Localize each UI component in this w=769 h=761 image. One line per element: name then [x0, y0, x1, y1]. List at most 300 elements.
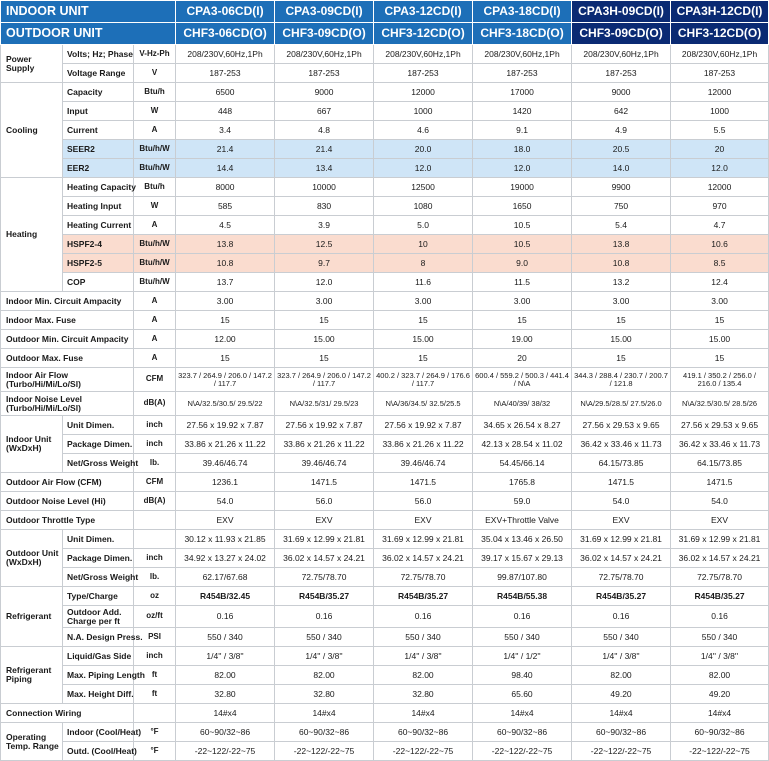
- row-value: 12.0: [275, 273, 374, 292]
- row-value: 0.16: [275, 606, 374, 628]
- outdoor-model-row: [1, 23, 769, 45]
- row-label: Outdoor Air Flow (CFM): [1, 473, 134, 492]
- row-value: 4.7: [671, 216, 769, 235]
- row-value: 31.69 x 12.99 x 21.81: [572, 530, 671, 549]
- row-value: 208/230V,60Hz,1Ph: [671, 45, 769, 64]
- row-label: Indoor Min. Circuit Ampacity: [1, 292, 134, 311]
- row-unit: PSI: [134, 628, 176, 647]
- row-value: 8: [374, 254, 473, 273]
- spec-row-heat-input: [1, 197, 769, 216]
- row-unit: A: [134, 292, 176, 311]
- row-value: 33.86 x 21.26 x 11.22: [176, 435, 275, 454]
- row-unit: A: [134, 311, 176, 330]
- spec-row-heat-capacity: [1, 178, 769, 197]
- outdoor-model-3: CHF3-12CD(O): [374, 23, 473, 45]
- outdoor-unit-label: OUTDOOR UNIT: [1, 23, 176, 45]
- row-value: N\A/36/34.5/ 32.5/25.5: [374, 392, 473, 416]
- row-value: 10: [374, 235, 473, 254]
- spec-row-outdoor-unit-dimen: [1, 530, 769, 549]
- row-value: 36.02 x 14.57 x 24.21: [572, 549, 671, 568]
- row-value: 34.65 x 26.54 x 8.27: [473, 416, 572, 435]
- indoor-model-5: CPA3H-09CD(I): [572, 1, 671, 23]
- row-label: Outdoor Min. Circuit Ampacity: [1, 330, 134, 349]
- spec-row-outdoor-noise: [1, 492, 769, 511]
- row-value: 13.8: [572, 235, 671, 254]
- row-unit: [134, 704, 176, 723]
- row-value: 15.00: [374, 330, 473, 349]
- row-value: 14.0: [572, 159, 671, 178]
- row-value: 34.92 x 13.27 x 24.02: [176, 549, 275, 568]
- row-value: 15: [176, 311, 275, 330]
- row-value: 12.5: [275, 235, 374, 254]
- row-value: 12.0: [473, 159, 572, 178]
- row-value: 1000: [671, 102, 769, 121]
- row-value: 60~90/32~86: [374, 723, 473, 742]
- row-unit: Btu/h: [134, 178, 176, 197]
- row-unit: inch: [134, 416, 176, 435]
- spec-row-heat-current: [1, 216, 769, 235]
- row-value: 3.00: [671, 292, 769, 311]
- row-value: 39.46/46.74: [275, 454, 374, 473]
- row-value: 9900: [572, 178, 671, 197]
- row-label: Outdoor Throttle Type: [1, 511, 134, 530]
- row-unit: [134, 511, 176, 530]
- row-value: 13.4: [275, 159, 374, 178]
- row-unit: lb.: [134, 568, 176, 587]
- row-value: 72.75/78.70: [275, 568, 374, 587]
- spec-row-pipe-max-length: [1, 666, 769, 685]
- row-unit: V: [134, 64, 176, 83]
- row-value: 11.6: [374, 273, 473, 292]
- row-value: 27.56 x 19.92 x 7.87: [176, 416, 275, 435]
- row-value: 667: [275, 102, 374, 121]
- row-value: 33.86 x 21.26 x 11.22: [275, 435, 374, 454]
- row-value: 5.4: [572, 216, 671, 235]
- spec-row-temp-outdoor: [1, 742, 769, 761]
- row-value: 54.0: [572, 492, 671, 511]
- row-value: 19000: [473, 178, 572, 197]
- row-label: Package Dimen.: [63, 549, 134, 568]
- row-value: 1471.5: [572, 473, 671, 492]
- indoor-model-2: CPA3-09CD(I): [275, 1, 374, 23]
- row-value: 39.46/46.74: [374, 454, 473, 473]
- row-value: 36.42 x 33.46 x 11.73: [572, 435, 671, 454]
- row-value: 3.00: [176, 292, 275, 311]
- row-value: 585: [176, 197, 275, 216]
- row-value: EXV: [176, 511, 275, 530]
- row-label: Outdoor Add. Charge per ft: [63, 606, 134, 628]
- row-value: 1000: [374, 102, 473, 121]
- row-value: EXV+Throttle Valve: [473, 511, 572, 530]
- row-value: 5.0: [374, 216, 473, 235]
- spec-row-pipe-max-height: [1, 685, 769, 704]
- row-value: 10000: [275, 178, 374, 197]
- spec-row-cop: [1, 273, 769, 292]
- spec-row-indoor-weight: [1, 454, 769, 473]
- row-value: 82.00: [572, 666, 671, 685]
- indoor-unit-label: INDOOR UNIT: [1, 1, 176, 23]
- row-value: 9.7: [275, 254, 374, 273]
- row-value: 208/230V,60Hz,1Ph: [275, 45, 374, 64]
- indoor-model-3: CPA3-12CD(I): [374, 1, 473, 23]
- row-value: 27.56 x 29.53 x 9.65: [671, 416, 769, 435]
- row-value: 6500: [176, 83, 275, 102]
- row-value: 49.20: [671, 685, 769, 704]
- row-unit: Btu/h/W: [134, 273, 176, 292]
- row-value: -22~122/-22~75: [176, 742, 275, 761]
- row-value: 15: [572, 349, 671, 368]
- row-value: 49.20: [572, 685, 671, 704]
- row-value: 9.1: [473, 121, 572, 140]
- row-value: 60~90/32~86: [275, 723, 374, 742]
- row-value: 323.7 / 264.9 / 206.0 / 147.2 / 117.7: [275, 368, 374, 392]
- row-value: 208/230V,60Hz,1Ph: [473, 45, 572, 64]
- group-heating: Heating: [1, 178, 63, 292]
- row-value: 65.60: [473, 685, 572, 704]
- row-label: Unit Dimen.: [63, 416, 134, 435]
- row-value: 9000: [572, 83, 671, 102]
- spec-row-indoor-pkg-dimen: [1, 435, 769, 454]
- row-label: SEER2: [63, 140, 134, 159]
- group-refrigerant-piping: Refrigerant Piping: [1, 647, 63, 704]
- row-value: 4.5: [176, 216, 275, 235]
- row-label: COP: [63, 273, 134, 292]
- row-value: 14#x4: [374, 704, 473, 723]
- row-value: 642: [572, 102, 671, 121]
- row-value: 20: [473, 349, 572, 368]
- row-value: 1471.5: [671, 473, 769, 492]
- row-value: 36.02 x 14.57 x 24.21: [374, 549, 473, 568]
- row-unit: ft: [134, 666, 176, 685]
- row-value: 36.02 x 14.57 x 24.21: [275, 549, 374, 568]
- row-unit: oz: [134, 587, 176, 606]
- row-label: Type/Charge: [63, 587, 134, 606]
- row-unit: A: [134, 349, 176, 368]
- row-value: 15: [275, 311, 374, 330]
- row-value: 14#x4: [275, 704, 374, 723]
- row-value: 82.00: [176, 666, 275, 685]
- row-unit: CFM: [134, 368, 176, 392]
- spec-row-ref-type: [1, 587, 769, 606]
- row-value: 5.5: [671, 121, 769, 140]
- spec-row-outdoor-max-fuse: [1, 349, 769, 368]
- row-value: 4.8: [275, 121, 374, 140]
- row-value: 54.0: [671, 492, 769, 511]
- row-value: 72.75/78.70: [572, 568, 671, 587]
- group-outdoor-unit: Outdoor Unit (WxDxH): [1, 530, 63, 587]
- row-unit: A: [134, 121, 176, 140]
- row-value: 3.9: [275, 216, 374, 235]
- row-value: EXV: [275, 511, 374, 530]
- row-unit: V-Hz-Ph: [134, 45, 176, 64]
- row-value: 60~90/32~86: [176, 723, 275, 742]
- row-value: 15: [374, 311, 473, 330]
- row-value: 56.0: [374, 492, 473, 511]
- row-value: 64.15/73.85: [671, 454, 769, 473]
- row-value: 0.16: [176, 606, 275, 628]
- row-unit: dB(A): [134, 492, 176, 511]
- row-value: 3.00: [275, 292, 374, 311]
- row-value: 0.16: [473, 606, 572, 628]
- row-unit: °F: [134, 723, 176, 742]
- row-value: 15: [275, 349, 374, 368]
- spec-row-outdoor-mca: [1, 330, 769, 349]
- row-value: 15: [671, 349, 769, 368]
- row-label: Indoor Max. Fuse: [1, 311, 134, 330]
- row-unit: W: [134, 197, 176, 216]
- row-value: R454B/35.27: [275, 587, 374, 606]
- row-label: Current: [63, 121, 134, 140]
- row-value: EXV: [374, 511, 473, 530]
- indoor-model-1: CPA3-06CD(I): [176, 1, 275, 23]
- row-value: 1080: [374, 197, 473, 216]
- row-value: 32.80: [176, 685, 275, 704]
- row-value: 32.80: [374, 685, 473, 704]
- row-value: 187-253: [176, 64, 275, 83]
- row-label: Max. Height Diff.: [63, 685, 134, 704]
- row-value: 208/230V,60Hz,1Ph: [374, 45, 473, 64]
- row-value: EXV: [572, 511, 671, 530]
- row-value: 31.69 x 12.99 x 21.81: [671, 530, 769, 549]
- row-label: EER2: [63, 159, 134, 178]
- row-value: -22~122/-22~75: [473, 742, 572, 761]
- row-value: 60~90/32~86: [473, 723, 572, 742]
- row-value: 60~90/32~86: [671, 723, 769, 742]
- row-value: 3.00: [374, 292, 473, 311]
- spec-row-outdoor-airflow: [1, 473, 769, 492]
- row-unit: dB(A): [134, 392, 176, 416]
- indoor-model-4: CPA3-18CD(I): [473, 1, 572, 23]
- row-value: N\A/32.5/31/ 29.5/23: [275, 392, 374, 416]
- row-value: 600.4 / 559.2 / 500.3 / 441.4 / N\A: [473, 368, 572, 392]
- spec-row-indoor-max-fuse: [1, 311, 769, 330]
- indoor-model-row: [1, 1, 769, 23]
- row-label: Net/Gross Weight: [63, 454, 134, 473]
- row-value: 8000: [176, 178, 275, 197]
- row-value: 15.00: [671, 330, 769, 349]
- row-value: 12.0: [374, 159, 473, 178]
- row-value: 0.16: [374, 606, 473, 628]
- row-value: 10.8: [176, 254, 275, 273]
- row-value: 30.12 x 11.93 x 21.85: [176, 530, 275, 549]
- spec-row-throttle: [1, 511, 769, 530]
- spec-row-pipe-liquid-gas: [1, 647, 769, 666]
- row-value: 1420: [473, 102, 572, 121]
- row-value: 12.0: [671, 159, 769, 178]
- row-value: 27.56 x 29.53 x 9.65: [572, 416, 671, 435]
- row-value: 15: [374, 349, 473, 368]
- row-value: 0.16: [671, 606, 769, 628]
- row-value: 72.75/78.70: [671, 568, 769, 587]
- row-value: 550 / 340: [374, 628, 473, 647]
- row-label: Unit Dimen.: [63, 530, 134, 549]
- row-unit: °F: [134, 742, 176, 761]
- row-unit: Btu/h/W: [134, 235, 176, 254]
- row-value: 13.7: [176, 273, 275, 292]
- row-value: 4.9: [572, 121, 671, 140]
- row-value: 1/4'' / 3/8'': [572, 647, 671, 666]
- row-value: 64.15/73.85: [572, 454, 671, 473]
- row-value: 14#x4: [473, 704, 572, 723]
- row-unit: A: [134, 330, 176, 349]
- row-value: 187-253: [473, 64, 572, 83]
- row-label: Heating Capacity: [63, 178, 134, 197]
- row-unit: [134, 530, 176, 549]
- row-label: Heating Input: [63, 197, 134, 216]
- row-value: 82.00: [671, 666, 769, 685]
- row-value: -22~122/-22~75: [275, 742, 374, 761]
- row-label: HSPF2-5: [63, 254, 134, 273]
- row-label: Voltage Range: [63, 64, 134, 83]
- row-value: 419.1 / 350.2 / 256.0 / 216.0 / 135.4: [671, 368, 769, 392]
- row-value: N\A/40/39/ 38/32: [473, 392, 572, 416]
- row-value: 10.5: [473, 235, 572, 254]
- row-label: Outdoor Max. Fuse: [1, 349, 134, 368]
- row-value: 31.69 x 12.99 x 21.81: [275, 530, 374, 549]
- row-value: R454B/35.27: [671, 587, 769, 606]
- row-label: Indoor (Cool/Heat): [63, 723, 134, 742]
- row-value: 98.40: [473, 666, 572, 685]
- row-value: 10.8: [572, 254, 671, 273]
- outdoor-model-1: CHF3-06CD(O): [176, 23, 275, 45]
- spec-row-seer2: [1, 140, 769, 159]
- row-value: 15: [176, 349, 275, 368]
- row-value: 323.7 / 264.9 / 206.0 / 147.2 / 117.7: [176, 368, 275, 392]
- row-value: 1236.1: [176, 473, 275, 492]
- spec-row-outdoor-weight: [1, 568, 769, 587]
- row-value: 1/4'' / 1/2'': [473, 647, 572, 666]
- group-operating-temp: Operating Temp. Range: [1, 723, 63, 761]
- row-value: 1/4'' / 3/8'': [275, 647, 374, 666]
- row-value: 15: [671, 311, 769, 330]
- row-value: 970: [671, 197, 769, 216]
- row-value: -22~122/-22~75: [572, 742, 671, 761]
- row-value: 72.75/78.70: [374, 568, 473, 587]
- spec-row-cool-current: [1, 121, 769, 140]
- row-value: 36.02 x 14.57 x 24.21: [671, 549, 769, 568]
- row-label: Package Dimen.: [63, 435, 134, 454]
- row-value: 187-253: [275, 64, 374, 83]
- row-value: 400.2 / 323.7 / 264.9 / 176.6 / 117.7: [374, 368, 473, 392]
- row-value: 12.4: [671, 273, 769, 292]
- row-value: 31.69 x 12.99 x 21.81: [374, 530, 473, 549]
- row-value: R454B/32.45: [176, 587, 275, 606]
- row-value: 21.4: [176, 140, 275, 159]
- row-value: 39.46/46.74: [176, 454, 275, 473]
- row-value: 62.17/67.68: [176, 568, 275, 587]
- row-unit: Btu/h/W: [134, 254, 176, 273]
- row-label: Max. Piping Length: [63, 666, 134, 685]
- row-value: 35.04 x 13.46 x 26.50: [473, 530, 572, 549]
- row-value: 14.4: [176, 159, 275, 178]
- row-label: Outd. (Cool/Heat): [63, 742, 134, 761]
- spec-row-ref-add-charge: [1, 606, 769, 628]
- row-value: 27.56 x 19.92 x 7.87: [275, 416, 374, 435]
- row-value: 187-253: [572, 64, 671, 83]
- row-label: Indoor Noise Level (Turbo/Hi/Mi/Lo/Sl): [1, 392, 134, 416]
- row-value: 1/4'' / 3/8'': [374, 647, 473, 666]
- row-unit: Btu/h: [134, 83, 176, 102]
- row-unit: inch: [134, 549, 176, 568]
- row-value: 3.00: [572, 292, 671, 311]
- row-value: 208/230V,60Hz,1Ph: [572, 45, 671, 64]
- row-value: 10.6: [671, 235, 769, 254]
- row-value: 9.0: [473, 254, 572, 273]
- row-value: 54.45/66.14: [473, 454, 572, 473]
- row-value: 12000: [671, 178, 769, 197]
- row-unit: lb.: [134, 454, 176, 473]
- row-label: Connection Wiring: [1, 704, 134, 723]
- group-indoor-unit: Indoor Unit (WxDxH): [1, 416, 63, 473]
- row-label: Heating Current: [63, 216, 134, 235]
- spec-row-ref-design-press: [1, 628, 769, 647]
- row-value: 750: [572, 197, 671, 216]
- row-value: 550 / 340: [473, 628, 572, 647]
- row-value: 19.00: [473, 330, 572, 349]
- row-value: 550 / 340: [572, 628, 671, 647]
- row-value: 36.42 x 33.46 x 11.73: [671, 435, 769, 454]
- row-label: Liquid/Gas Side: [63, 647, 134, 666]
- row-value: 17000: [473, 83, 572, 102]
- row-value: 11.5: [473, 273, 572, 292]
- row-unit: oz/ft: [134, 606, 176, 628]
- group-cooling: Cooling: [1, 83, 63, 178]
- row-value: 550 / 340: [176, 628, 275, 647]
- row-value: 0.16: [572, 606, 671, 628]
- row-value: 1471.5: [374, 473, 473, 492]
- row-value: 20.5: [572, 140, 671, 159]
- spec-row-hspf2-5: [1, 254, 769, 273]
- row-unit: W: [134, 102, 176, 121]
- row-unit: CFM: [134, 473, 176, 492]
- row-value: 830: [275, 197, 374, 216]
- row-value: 344.3 / 288.4 / 230.7 / 200.7 / 121.8: [572, 368, 671, 392]
- spec-row-cool-capacity: [1, 83, 769, 102]
- group-refrigerant: Refrigerant: [1, 587, 63, 647]
- row-value: 20.0: [374, 140, 473, 159]
- row-unit: inch: [134, 647, 176, 666]
- outdoor-model-4: CHF3-18CD(O): [473, 23, 572, 45]
- row-value: 3.00: [473, 292, 572, 311]
- row-unit: Btu/h/W: [134, 140, 176, 159]
- spec-row-indoor-unit-dimen: [1, 416, 769, 435]
- row-value: R454B/35.27: [572, 587, 671, 606]
- spec-row-connection-wiring: [1, 704, 769, 723]
- row-value: 14#x4: [671, 704, 769, 723]
- row-value: 1471.5: [275, 473, 374, 492]
- row-label: Outdoor Noise Level (Hi): [1, 492, 134, 511]
- row-value: 82.00: [275, 666, 374, 685]
- row-value: 9000: [275, 83, 374, 102]
- row-value: 59.0: [473, 492, 572, 511]
- row-value: 39.17 x 15.67 x 29.13: [473, 549, 572, 568]
- row-value: 15.00: [572, 330, 671, 349]
- row-value: 56.0: [275, 492, 374, 511]
- spec-row-eer2: [1, 159, 769, 178]
- row-value: R454B/35.27: [374, 587, 473, 606]
- row-value: 54.0: [176, 492, 275, 511]
- row-value: 13.2: [572, 273, 671, 292]
- row-value: 27.56 x 19.92 x 7.87: [374, 416, 473, 435]
- row-value: 187-253: [671, 64, 769, 83]
- row-value: 208/230V,60Hz,1Ph: [176, 45, 275, 64]
- spec-row-outdoor-pkg-dimen: [1, 549, 769, 568]
- row-label: N.A. Design Press.: [63, 628, 134, 647]
- spec-row-hspf2-4: [1, 235, 769, 254]
- row-value: 4.6: [374, 121, 473, 140]
- row-value: 60~90/32~86: [572, 723, 671, 742]
- row-value: 8.5: [671, 254, 769, 273]
